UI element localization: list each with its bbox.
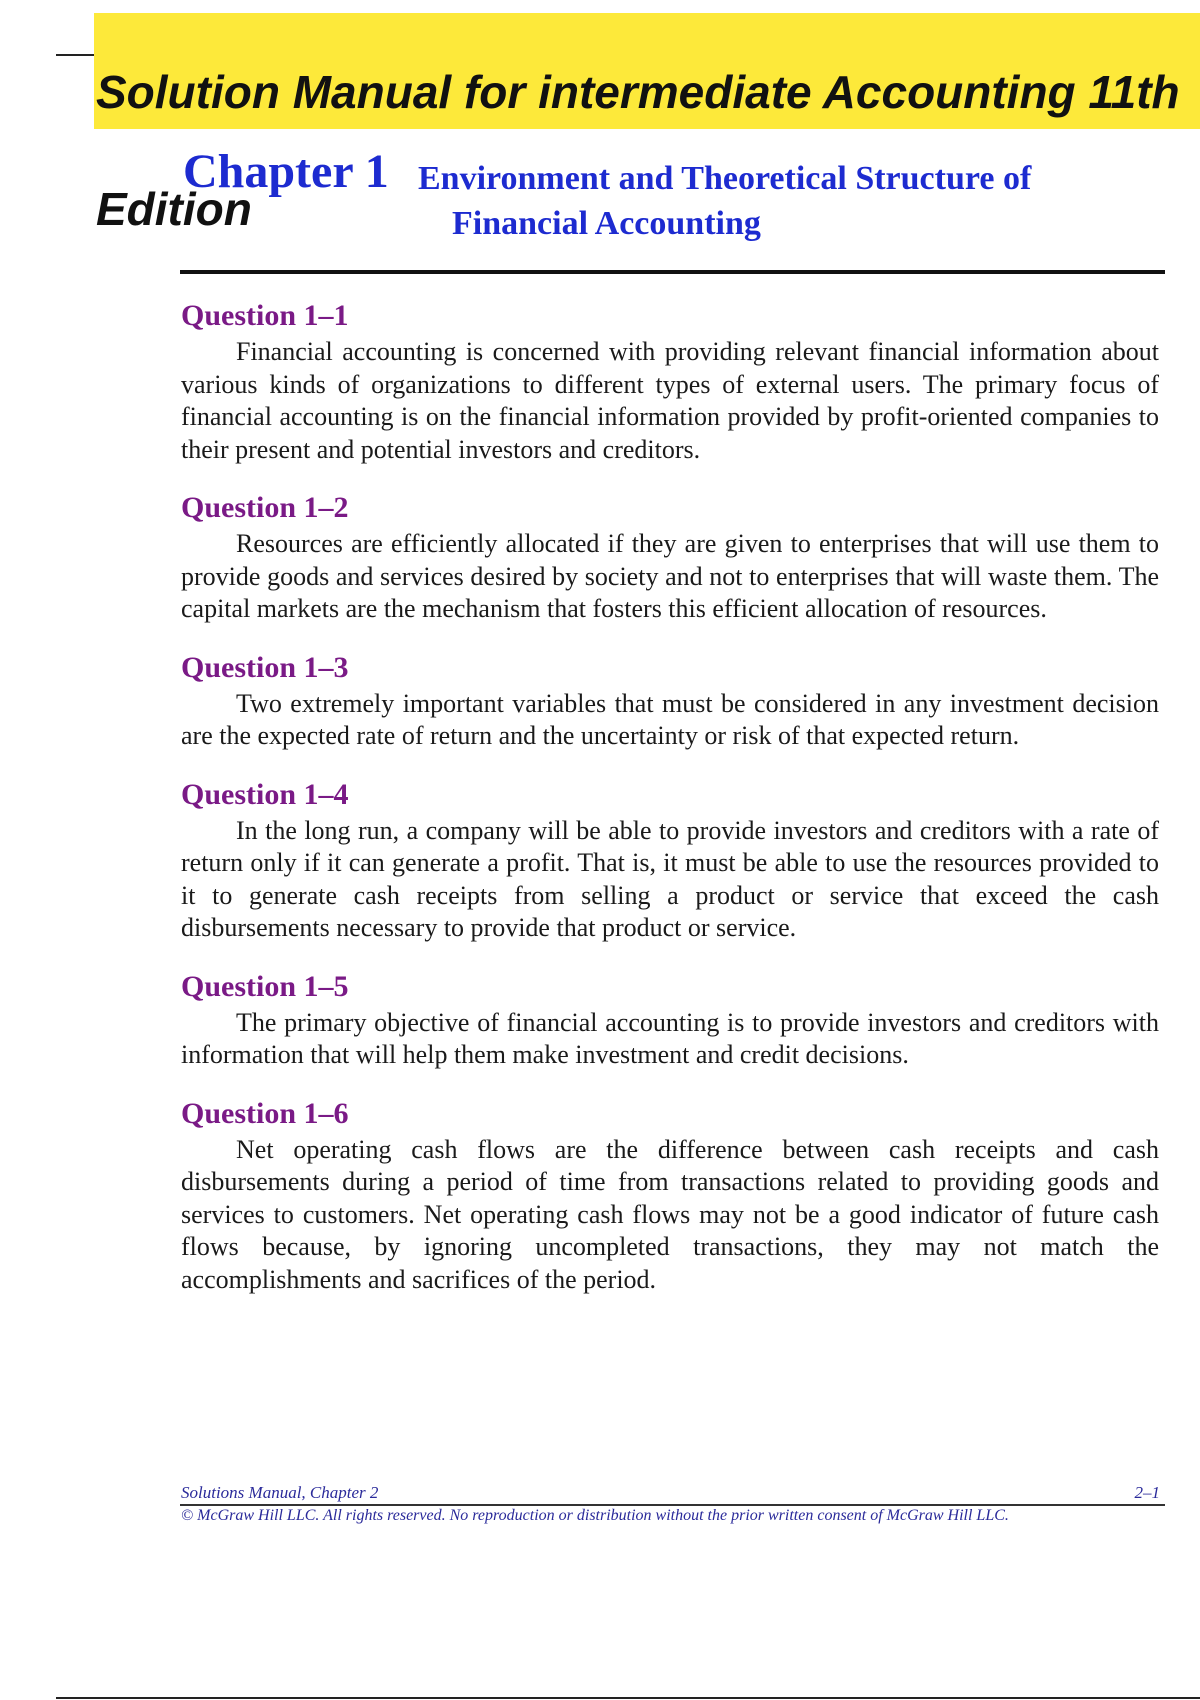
question-1-2: [181, 488, 1159, 626]
question-answer: Financial accounting is concerned with providing relevant financial information about various kinds of organizations to different types of external users. The primary focus of financial accounting is on the financial information provided by profit-oriented companies to their present and potential investors and creditors.: [181, 337, 1159, 464]
manual-title: Solution Manual for intermediate Accounting 11th: [96, 66, 1180, 118]
question-heading: Question 1–6: [181, 1096, 349, 1130]
question-answer: Net operating cash flows are the difference between cash receipts and cash disbursements during a period of time from transactions related to providing goods and services to customers. Net operating cash flows may not be a good indicator of future cash flows because, by ignoring uncompleted transactions, they may not match the accomplishments and sacrifices of the period.: [181, 1134, 1159, 1294]
question-heading: Question 1–3: [181, 650, 349, 684]
question-heading: Question 1–1: [181, 299, 349, 332]
question-1-6: [181, 1094, 1159, 1297]
footer-page-number: 2–1: [1134, 1483, 1160, 1502]
question-heading: Question 1–2: [181, 491, 349, 524]
question-heading: Question 1–5: [181, 969, 349, 1003]
chapter-title-line-1: Environment and Theoretical Structure of: [418, 160, 1032, 197]
question-1-3: [181, 648, 1159, 753]
question-answer: The primary objective of financial accounting is to provide investors and creditors with information that will help them make investment and credit decisions.: [181, 1007, 1159, 1069]
question-1-4: [181, 775, 1159, 945]
title-banner: [94, 13, 1200, 129]
chapter-label: Chapter 1: [183, 145, 389, 198]
footer-divider: [180, 1504, 1165, 1506]
chapter-title-line-2: Financial Accounting: [452, 205, 761, 242]
footer-manual-chapter: Solutions Manual, Chapter 2: [181, 1483, 379, 1502]
top-left-rule: [56, 54, 96, 56]
question-heading: Question 1–4: [181, 777, 349, 811]
question-answer: Two extremely important variables that must be considered in any investment decision are the expected rate of return and the uncertainty or risk of that expected return.: [181, 688, 1159, 750]
question-1-1: [181, 296, 1159, 466]
question-answer: In the long run, a company will be able to provide investors and creditors with a rate of return only if it can generate a profit. That is, it must be able to use the resources provided to it to generate cash receipts from selling a product or service that exceed the cash disbursements necessary to provide that product or service.: [181, 815, 1159, 942]
question-answer: Resources are efficiently allocated if they are given to enterprises that will use them to provide goods and services desired by society and not to enterprises that will waste them. The capital markets are the mechanism that fosters this efficient allocation of resources.: [181, 529, 1159, 623]
chapter-divider: [180, 270, 1165, 274]
bottom-page-rule: [56, 1697, 1200, 1699]
question-list: [181, 296, 1159, 1318]
footer-copyright: © McGraw Hill LLC. All rights reserved. No reproduction or distribution without the prior written consent of McGraw Hill LLC.: [181, 1507, 1009, 1524]
question-1-5: [181, 967, 1159, 1072]
chapter-title: [418, 156, 1118, 246]
edition-label: Edition: [96, 183, 252, 235]
